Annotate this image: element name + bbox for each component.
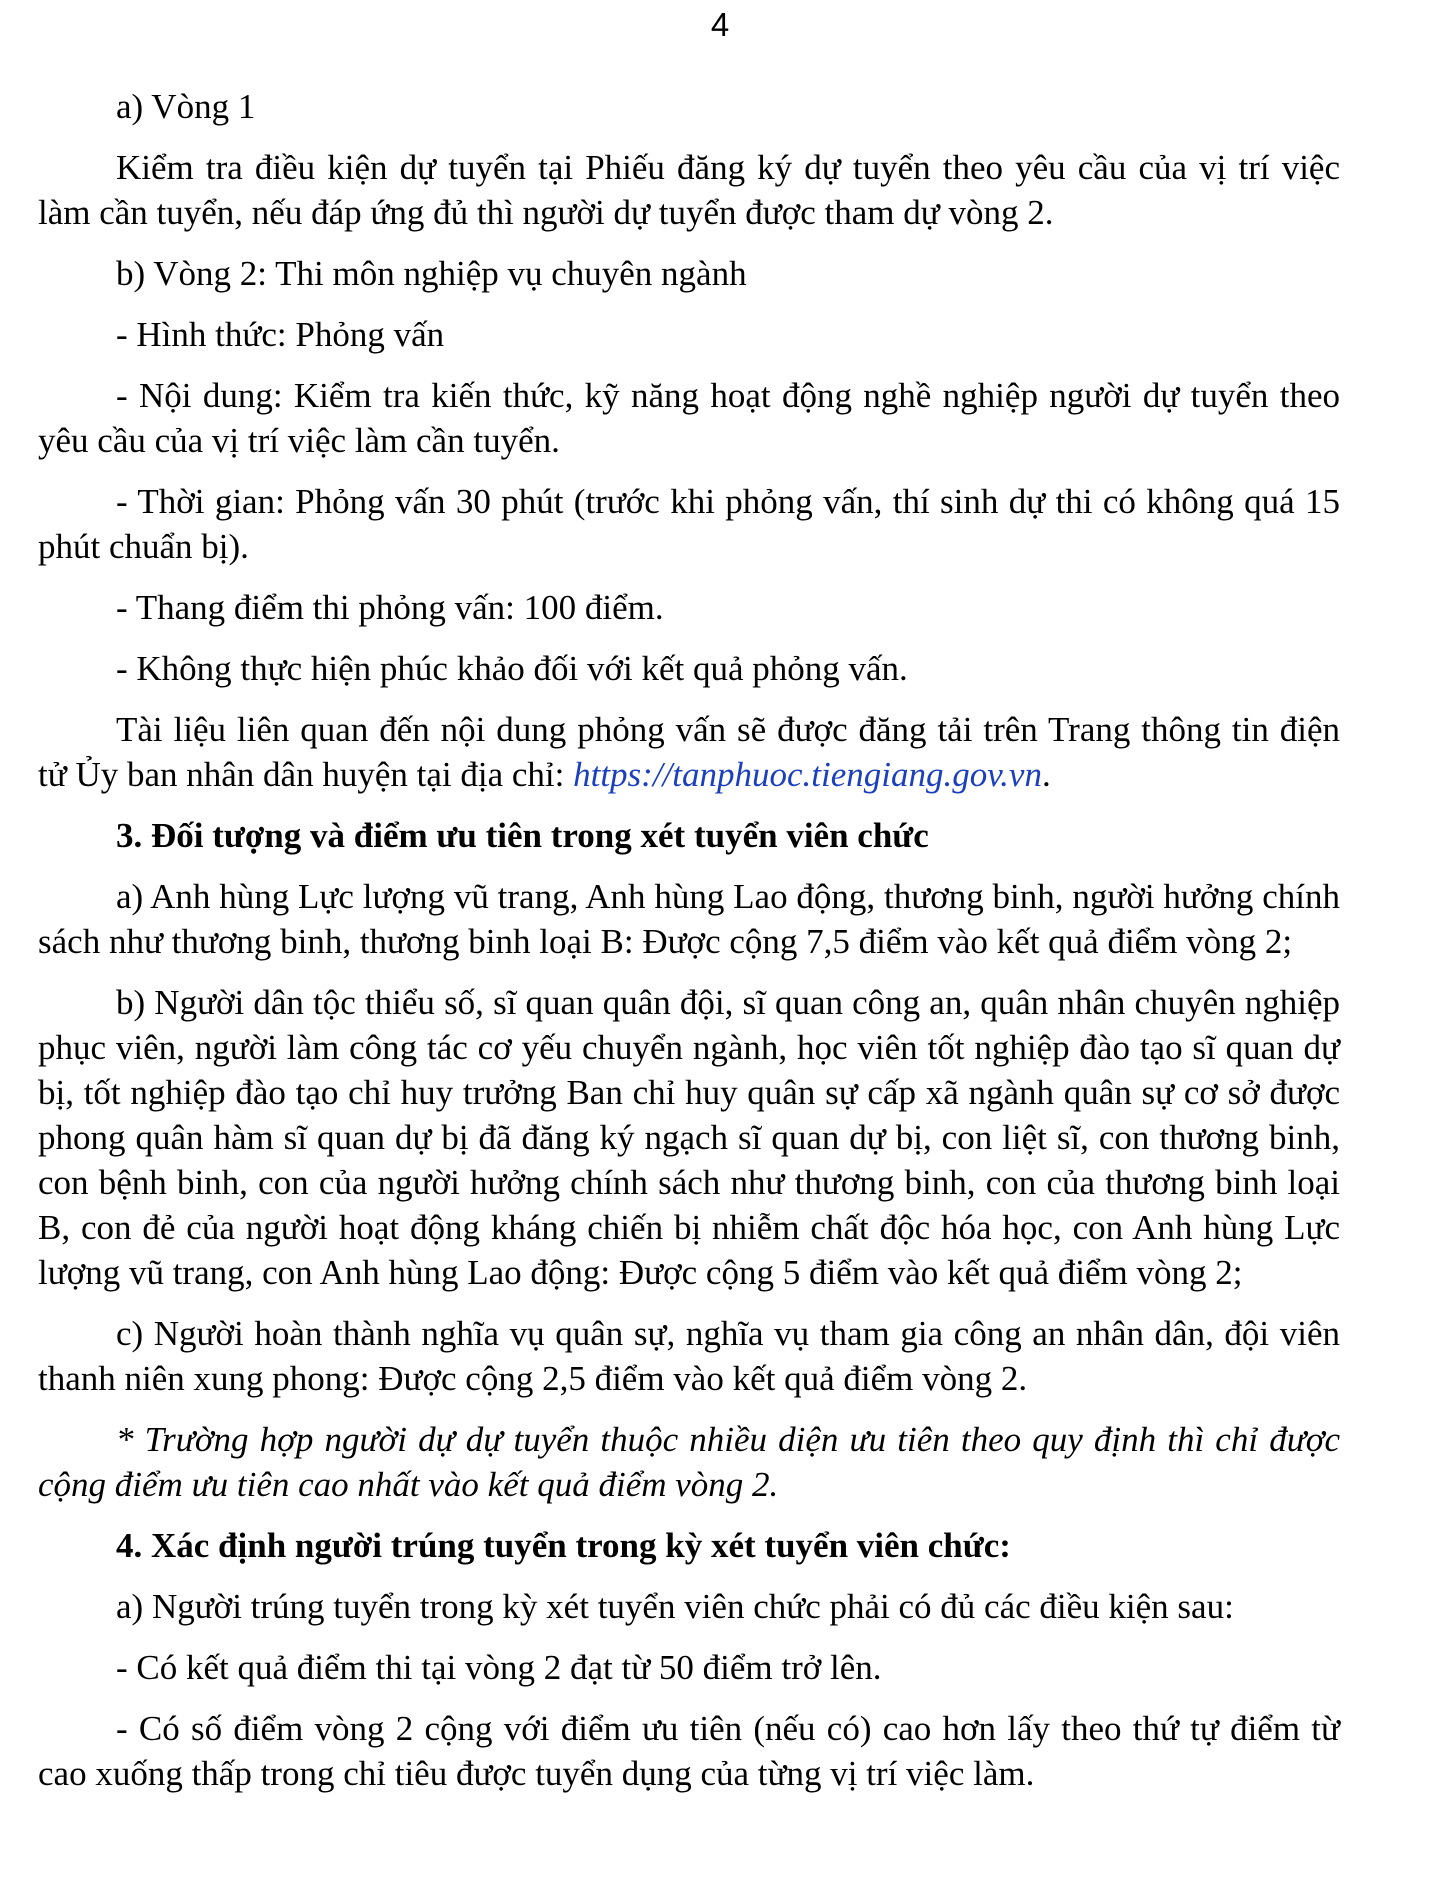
paragraph-priority-c: c) Người hoàn thành nghĩa vụ quân sự, nghĩa vụ tham gia công an nhân dân, đội viên thanh niên xung phong: Được cộng 2,5 điểm vào kết quả điểm vòng 2. <box>38 1314 1340 1398</box>
paragraph-duration: - Thời gian: Phỏng vấn 30 phút (trước khi phỏng vấn, thí sinh dự thi có không quá 15 phút chuẩn bị). <box>38 482 1340 566</box>
section-4-heading: 4. Xác định người trúng tuyển trong kỳ xét tuyển viên chức: <box>116 1526 1011 1565</box>
paragraph-priority-a: a) Anh hùng Lực lượng vũ trang, Anh hùng Lao động, thương binh, người hưởng chính sách như thương binh, thương binh loại B: Được cộng 7,5 điểm vào kết quả điểm vòng 2; <box>38 877 1340 961</box>
paragraph-no-review: - Không thực hiện phúc khảo đối với kết quả phỏng vấn. <box>116 649 908 688</box>
paragraph-materials <box>38 707 1340 797</box>
section-3-heading: 3. Đối tượng và điểm ưu tiên trong xét tuyển viên chức <box>116 816 929 855</box>
page-number: 4 <box>710 6 730 43</box>
materials-text: Tài liệu liên quan đến nội dung phỏng vấn sẽ được đăng tải trên Trang thông tin điện tử Ủy ban nhân dân huyện tại địa chỉ: <box>38 710 1340 794</box>
paragraph-score-scale: - Thang điểm thi phỏng vấn: 100 điểm. <box>116 588 664 627</box>
paragraph-priority-b: b) Người dân tộc thiểu số, sĩ quan quân đội, sĩ quan công an, quân nhân chuyên nghiệp phục viên, người làm công tác cơ yếu chuyển ngành, học viên tốt nghiệp đào tạo sĩ quan dự bị, tốt nghiệp đào tạo chỉ huy trưởng Ban chỉ huy quân sự cấp xã ngành quân sự cơ sở được phong quân hàm sĩ quan dự bị đã đăng ký ngạch sĩ quan dự bị, con liệt sĩ, con thương binh, con bệnh binh, con của người hưởng chính sách như thương binh, con của thương binh loại B, con đẻ của người hoạt động kháng chiến bị nhiễm chất độc hóa học, con Anh hùng Lực lượng vũ trang, con Anh hùng Lao động: Được cộng 5 điểm vào kết quả điểm vòng 2; <box>38 983 1340 1292</box>
document-body <box>38 84 1340 1796</box>
paragraph-round-1-heading: a) Vòng 1 <box>116 87 256 126</box>
paragraph-condition-1: - Có kết quả điểm thi tại vòng 2 đạt từ 50 điểm trở lên. <box>116 1648 882 1687</box>
website-link[interactable]: https://tanphuoc.tiengiang.gov.vn <box>573 755 1042 794</box>
paragraph-condition-2: - Có số điểm vòng 2 cộng với điểm ưu tiên (nếu có) cao hơn lấy theo thứ tự điểm từ cao xuống thấp trong chỉ tiêu được tuyển dụng của từng vị trí việc làm. <box>38 1709 1340 1793</box>
paragraph-priority-note: * Trường hợp người dự dự tuyển thuộc nhiều diện ưu tiên theo quy định thì chỉ được cộng điểm ưu tiên cao nhất vào kết quả điểm vòng 2. <box>38 1420 1340 1504</box>
paragraph-format: - Hình thức: Phỏng vấn <box>116 315 445 354</box>
paragraph-content: - Nội dung: Kiểm tra kiến thức, kỹ năng hoạt động nghề nghiệp người dự tuyển theo yêu cầu của vị trí việc làm cần tuyển. <box>38 376 1340 460</box>
paragraph-round-1-text: Kiểm tra điều kiện dự tuyển tại Phiếu đăng ký dự tuyển theo yêu cầu của vị trí việc làm cần tuyển, nếu đáp ứng đủ thì người dự tuyển được tham dự vòng 2. <box>38 148 1340 232</box>
paragraph-round-2-heading: b) Vòng 2: Thi môn nghiệp vụ chuyên ngành <box>116 254 747 293</box>
paragraph-winner-conditions: a) Người trúng tuyển trong kỳ xét tuyển viên chức phải có đủ các điều kiện sau: <box>116 1587 1234 1626</box>
materials-end: . <box>1041 755 1051 794</box>
